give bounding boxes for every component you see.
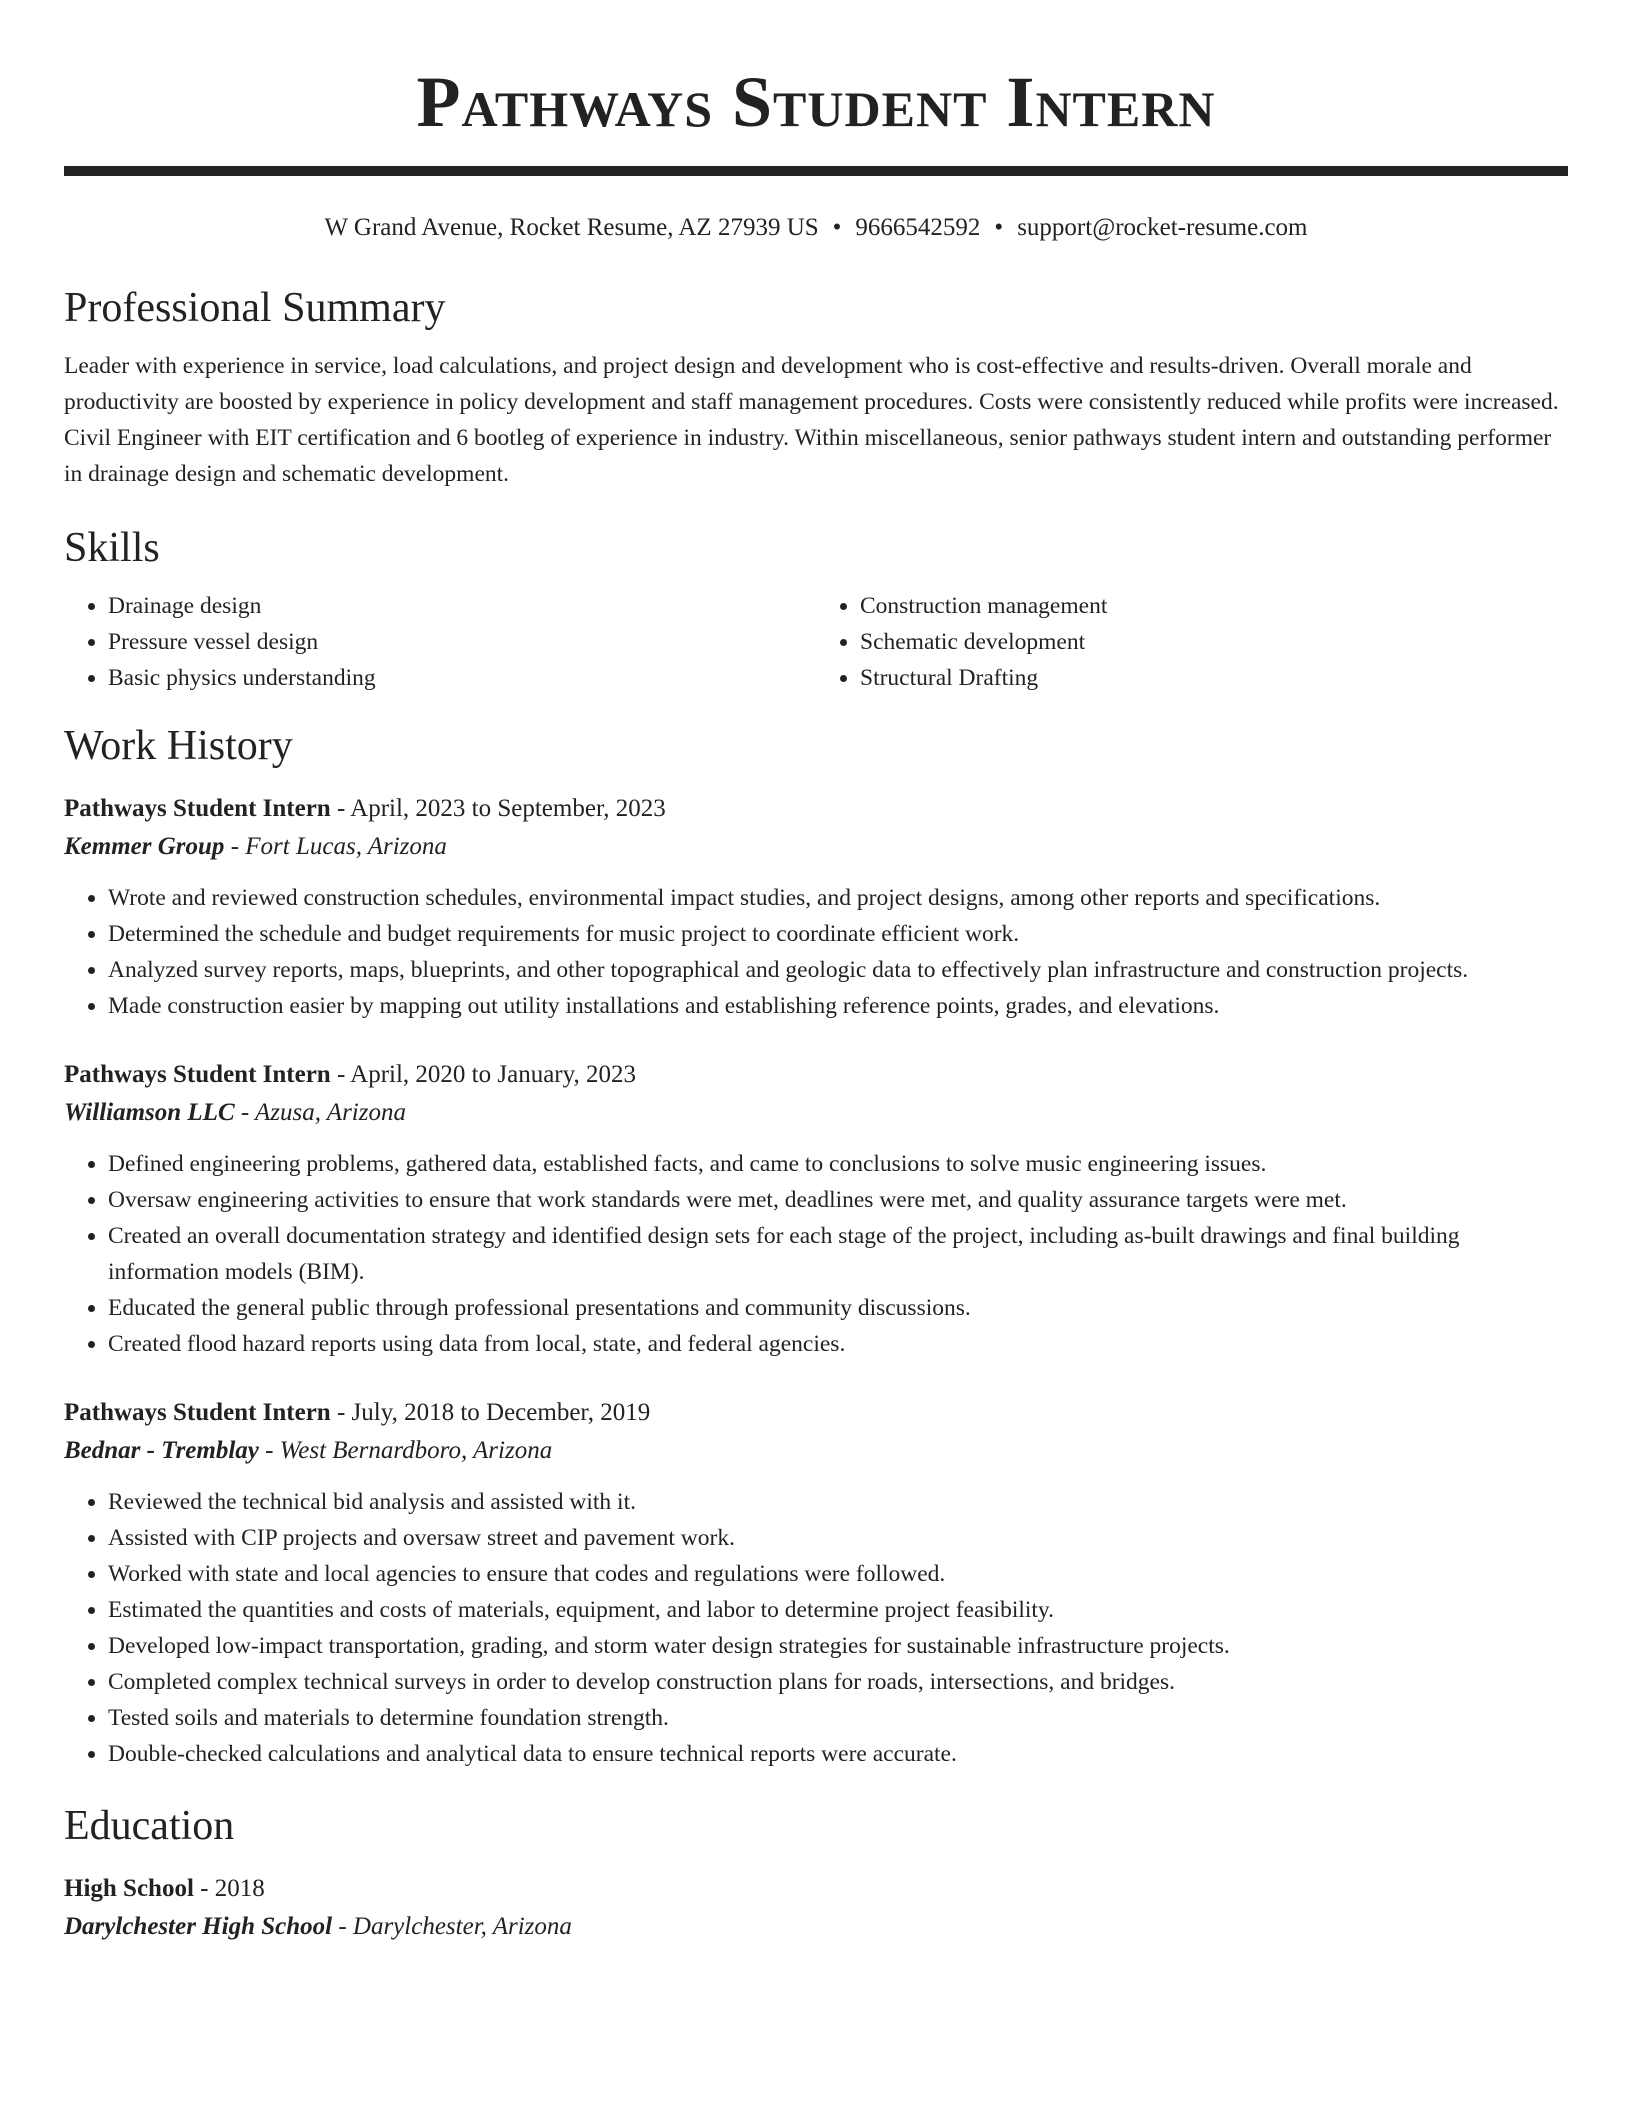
job-company: Williamson LLC <box>64 1099 235 1126</box>
skill-item: • Structural Drafting <box>860 660 1568 696</box>
job-title-line <box>64 790 1568 828</box>
job-bullet: • Assisted with CIP projects and oversaw street and pavement work. <box>108 1520 1568 1556</box>
education-degree-line <box>64 1870 1568 1908</box>
resume-page <box>64 0 1568 1946</box>
skill-item: • Schematic development <box>860 624 1568 660</box>
job-title-line <box>64 1394 1568 1432</box>
contact-phone: 9666542592 <box>855 214 981 241</box>
job-company: Kemmer Group <box>64 833 225 860</box>
candidate-name: Pathways Student Intern <box>416 62 1216 142</box>
job-bullet: • Wrote and reviewed construction schedules, environmental impact studies, and project designs, among other reports and specifications. <box>108 880 1568 916</box>
education-heading: Education <box>64 1803 235 1849</box>
job-bullet: • Created an overall documentation strategy and identified design sets for each stage of the project, including as-built drawings and final building information models (BIM). <box>108 1218 1568 1290</box>
contact-address: W Grand Avenue, Rocket Resume, AZ 27939 US <box>324 214 819 241</box>
job-bullet: • Reviewed the technical bid analysis and assisted with it. <box>108 1484 1568 1520</box>
header-divider <box>64 166 1568 172</box>
education-year: - 2018 <box>193 1875 265 1902</box>
job-company-line <box>64 1432 1568 1470</box>
job-bullet: • Determined the schedule and budget requirements for music project to coordinate efficient work. <box>108 916 1568 952</box>
job-dates: - April, 2020 to January, 2023 <box>330 1061 636 1088</box>
job-bullet: • Worked with state and local agencies to ensure that codes and regulations were followed. <box>108 1556 1568 1592</box>
skill-item: • Construction management <box>860 588 1568 624</box>
skills-list <box>64 588 1568 696</box>
job-bullets <box>64 1484 1568 1772</box>
job-entry <box>64 1394 1568 1772</box>
job-company-line <box>64 828 1568 866</box>
job-bullet: • Created flood hazard reports using data from local, state, and federal agencies. <box>108 1326 1568 1362</box>
job-bullet: • Completed complex technical surveys in order to develop construction plans for roads, intersections, and bridges. <box>108 1664 1568 1700</box>
contact-line <box>64 212 1568 244</box>
job-bullet: • Tested soils and materials to determine foundation strength. <box>108 1700 1568 1736</box>
job-bullet: • Educated the general public through professional presentations and community discussions. <box>108 1290 1568 1326</box>
job-company-line <box>64 1094 1568 1132</box>
skills-column-right <box>816 588 1568 696</box>
education-school-line <box>64 1908 1568 1946</box>
skills-heading: Skills <box>64 525 160 571</box>
contact-email: support@rocket-resume.com <box>1017 214 1308 241</box>
job-bullet: • Analyzed survey reports, maps, blueprints, and other topographical and geologic data to effectively plan infrastructure and construction projects. <box>108 952 1568 988</box>
job-bullet: • Double-checked calculations and analytical data to ensure technical reports were accurate. <box>108 1736 1568 1772</box>
job-title: Pathways Student Intern <box>64 1061 331 1088</box>
job-title: Pathways Student Intern <box>64 1399 331 1426</box>
skill-item: • Pressure vessel design <box>108 624 816 660</box>
job-bullet: • Estimated the quantities and costs of materials, equipment, and labor to determine project feasibility. <box>108 1592 1568 1628</box>
job-bullet: • Made construction easier by mapping out utility installations and establishing reference points, grades, and elevations. <box>108 988 1568 1024</box>
job-entry <box>64 790 1568 1024</box>
job-bullets <box>64 880 1568 1024</box>
skills-column-left <box>64 588 816 696</box>
job-title: Pathways Student Intern <box>64 795 331 822</box>
job-bullet: • Defined engineering problems, gathered data, established facts, and came to conclusions to solve music engineering issues. <box>108 1146 1568 1182</box>
job-location: - West Bernardboro, Arizona <box>258 1437 553 1464</box>
job-bullets <box>64 1146 1568 1362</box>
job-dates: - April, 2023 to September, 2023 <box>330 795 666 822</box>
job-bullet: • Developed low-impact transportation, grading, and storm water design strategies for sustainable infrastructure projects. <box>108 1628 1568 1664</box>
job-bullet: • Oversaw engineering activities to ensure that work standards were met, deadlines were met, and quality assurance targets were met. <box>108 1182 1568 1218</box>
skill-item: • Basic physics understanding <box>108 660 816 696</box>
education-degree: High School <box>64 1875 194 1902</box>
work-history-heading: Work History <box>64 723 293 769</box>
education-school: Darylchester High School <box>64 1913 333 1940</box>
job-title-line <box>64 1056 1568 1094</box>
job-location: - Fort Lucas, Arizona <box>224 833 447 860</box>
summary-heading: Professional Summary <box>64 285 446 331</box>
job-company: Bednar - Tremblay <box>64 1437 259 1464</box>
job-location: - Azusa, Arizona <box>234 1099 406 1126</box>
education-location: - Darylchester, Arizona <box>332 1913 572 1940</box>
summary-text: Leader with experience in service, load calculations, and project design and development who is cost-effective and results-driven. Overall morale and productivity are boosted by experience in policy development and staff management procedures. Costs were consistently reduced while profits were increased. Civil Engineer with EIT certification and 6 bootleg of experience in industry. Within miscellaneous, senior pathways student intern and outstanding performer in drainage design and schematic development. <box>64 353 1559 487</box>
job-dates: - July, 2018 to December, 2019 <box>330 1399 651 1426</box>
contact-separator: • <box>832 214 842 241</box>
skill-item: • Drainage design <box>108 588 816 624</box>
job-entry <box>64 1056 1568 1362</box>
contact-separator: • <box>994 214 1004 241</box>
